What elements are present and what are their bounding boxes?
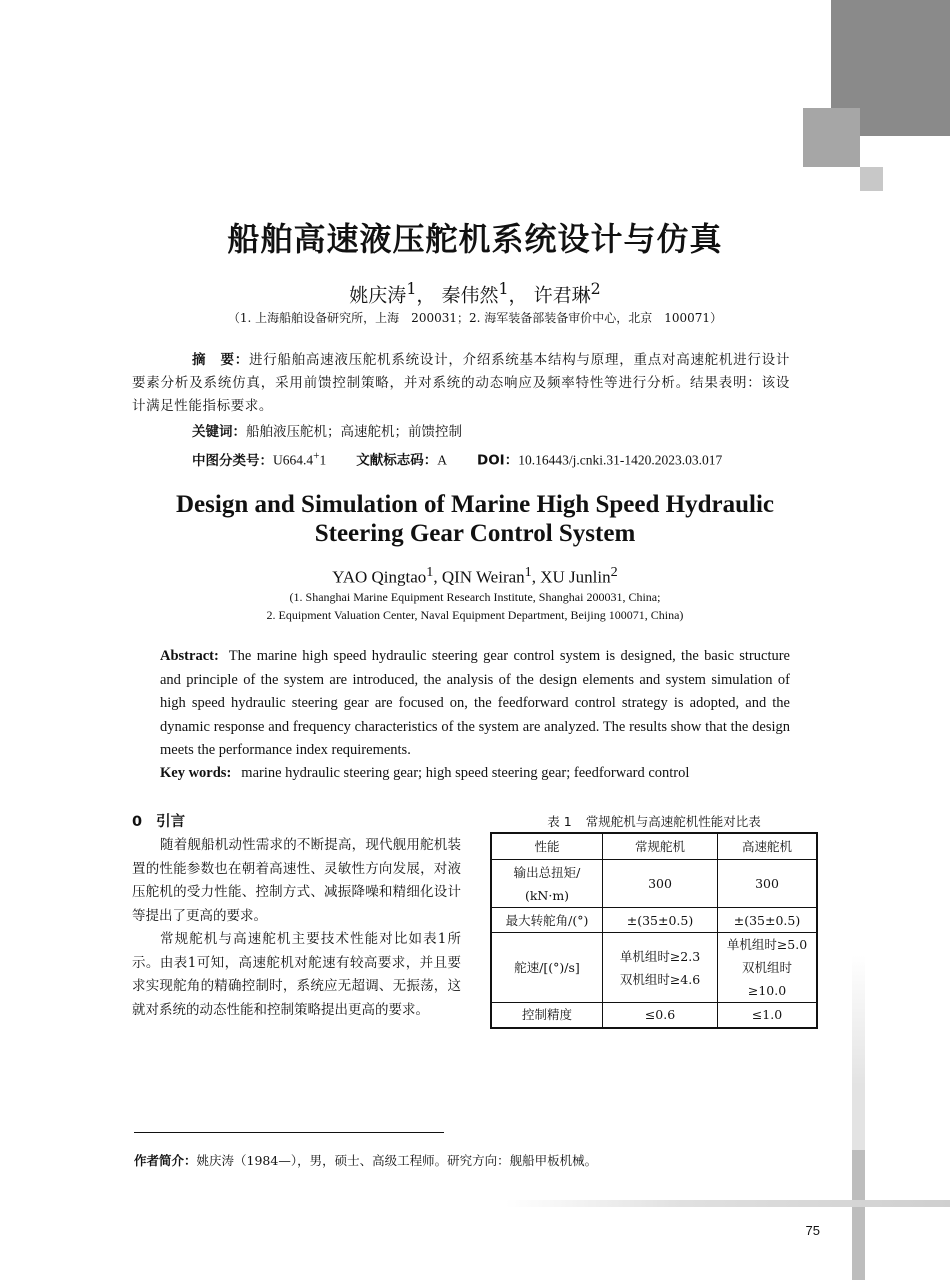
page-number: 75 xyxy=(805,1223,820,1238)
paper-title-en-line2: Steering Gear Control System xyxy=(314,520,636,547)
classification-line xyxy=(132,445,790,473)
doi-label: DOI： xyxy=(476,452,519,469)
author-name-en: XU Junlin xyxy=(540,567,611,587)
table-cell xyxy=(603,933,718,1003)
abstract-cn-label: 摘 要： xyxy=(192,352,249,368)
author-sup: 1 xyxy=(498,279,509,298)
clc-tail: 1 xyxy=(319,452,327,468)
table-header-cell: 常规舵机 xyxy=(603,833,718,860)
author-sep: ， xyxy=(508,284,528,307)
body-paragraph-1: 随着舰船机动性需求的不断提高，现代舰用舵机装置的性能参数也在朝着高速性、灵敏性方向发展，对液压舵机的受力性能、控制方式、减振降噪和精细化设计等提出了更高的要求。 xyxy=(132,837,461,924)
table-cell-line: 双机组时 xyxy=(741,960,792,975)
affiliation-en-line1: (1. Shanghai Marine Equipment Research Institute, Shanghai 200031, China; xyxy=(289,590,661,604)
comparison-table xyxy=(490,832,818,1029)
affiliation-cn: （1. 上海船舶设备研究所，上海 200031；2. 海军装备部装备审价中心，北京 100071） xyxy=(227,311,723,325)
author-name: 秦伟然 xyxy=(441,284,499,307)
table-caption xyxy=(490,812,818,830)
author-sup: 1 xyxy=(426,564,434,580)
affiliation-en xyxy=(0,588,950,624)
table-cell: 控制精度 xyxy=(491,1003,603,1028)
author-name-en: YAO Qingtao xyxy=(332,567,427,587)
abstract-cn-text: 进行船舶高速液压舵机系统设计，介绍系统基本结构与原理，重点对高速舵机进行设计要素分析及系统仿真，采用前馈控制策略，并对系统的动态响应及频率特性等进行分析。结果表明：该设计满足性能指标要求。 xyxy=(132,352,790,414)
author-sup: 1 xyxy=(406,279,417,298)
keywords-cn xyxy=(132,421,790,444)
author-sep: ， xyxy=(416,284,436,307)
table-cell-line: 输出总扭矩/ xyxy=(513,864,581,880)
table-header-row xyxy=(491,833,817,860)
clc-value: U664.4 xyxy=(273,452,314,468)
author-name-en: QIN Weiran xyxy=(441,567,525,587)
table-cell xyxy=(718,933,818,1003)
table-cell: 舵速/[(°)/s] xyxy=(491,933,603,1003)
doi-value: 10.16443/j.cnki.31-1420.2023.03.017 xyxy=(518,452,723,468)
abstract-en xyxy=(160,645,790,763)
author-list-cn xyxy=(0,279,950,307)
decor-vertical-bar-dark xyxy=(852,1150,865,1280)
clc-label: 中图分类号： xyxy=(192,452,273,469)
section-heading xyxy=(132,810,185,831)
footnote-divider xyxy=(134,1132,444,1133)
footnote-text: 姚庆涛（1984—），男，硕士、高级工程师。研究方向：舰船甲板机械。 xyxy=(196,1153,598,1168)
corner-decor-medium xyxy=(803,108,860,167)
paper-title-en-line1: Design and Simulation of Marine High Speed Hydraulic xyxy=(176,491,774,518)
affiliation-en-line2: 2. Equipment Valuation Center, Naval Equipment Department, Beijing 100071, China) xyxy=(266,608,684,622)
doc-code-value: A xyxy=(437,452,447,468)
author-sup: 1 xyxy=(524,564,532,580)
abstract-en-label: Abstract: xyxy=(160,648,219,664)
keywords-cn-label: 关键词： xyxy=(192,424,246,440)
table-row xyxy=(491,860,817,908)
author-sup: 2 xyxy=(590,279,601,298)
table-cell: 最大转舵角/(°) xyxy=(491,908,603,933)
keywords-cn-text: 船舶液压舵机；高速舵机；前馈控制 xyxy=(246,424,462,440)
paper-title-en xyxy=(0,490,950,548)
abstract-cn xyxy=(132,349,790,418)
section-number: 0 xyxy=(132,814,143,830)
author-list-en xyxy=(0,564,950,588)
table-cell-line: 单机组时≥5.0 xyxy=(726,937,808,952)
table-cell: 300 xyxy=(603,860,718,908)
keywords-en xyxy=(160,762,790,785)
clc-sup: + xyxy=(313,450,320,462)
table-cell-line: 双机组时≥4.6 xyxy=(619,971,701,987)
footnote-label: 作者简介： xyxy=(134,1153,197,1168)
author-name: 姚庆涛 xyxy=(349,284,407,307)
paper-title-cn: 船舶高速液压舵机系统设计与仿真 xyxy=(227,220,723,258)
keywords-en-label: Key words: xyxy=(160,765,232,781)
section-title: 引言 xyxy=(156,814,186,830)
corner-decor-small xyxy=(860,167,883,191)
table-cell: 300 xyxy=(718,860,818,908)
table-cell-line: (kN·m) xyxy=(524,887,570,903)
table-cell xyxy=(491,860,603,908)
author-sup: 2 xyxy=(610,564,618,580)
table-cell: ≤0.6 xyxy=(603,1003,718,1028)
table-cell: ±(35±0.5) xyxy=(718,908,818,933)
body-paragraph-2: 常规舵机与高速舵机主要技术性能对比如表1所示。由表1可知，高速舵机对舵速有较高要求，并且要求实现舵角的精确控制时，系统应无超调、无振荡，这就对系统的动态性能和控制策略提出更高的要求。 xyxy=(132,931,461,1018)
table-caption-number: 表 1 xyxy=(547,814,572,829)
table-header-cell: 高速舵机 xyxy=(718,833,818,860)
author-sep: , xyxy=(433,567,442,587)
decor-horizontal-bar xyxy=(506,1200,950,1207)
table-header-cell: 性能 xyxy=(491,833,603,860)
abstract-en-text: The marine high speed hydraulic steering gear control system is designed, the basic structure and principle of the system are introduced, the analysis of the design elements and system simulation of high speed hydraulic steering gear are focused on, the feedforward control strategy is adopted, and the dynamic response and frequency characteristics of the system are analyzed. The results show that the design meets the performance index requirements. xyxy=(160,648,790,758)
author-name: 许君琳 xyxy=(533,284,591,307)
doc-code-label: 文献标志码： xyxy=(356,452,438,469)
table-row xyxy=(491,1003,817,1028)
table-cell-line: 单机组时≥2.3 xyxy=(619,948,701,964)
author-bio-footnote xyxy=(134,1151,597,1169)
keywords-en-text: marine hydraulic steering gear; high speed steering gear; feedforward control xyxy=(241,765,690,781)
table-cell: ±(35±0.5) xyxy=(603,908,718,933)
table-cell: ≤1.0 xyxy=(718,1003,818,1028)
table-row xyxy=(491,908,817,933)
author-sep: , xyxy=(531,567,541,587)
table-caption-title: 常规舵机与高速舵机性能对比表 xyxy=(585,814,761,829)
table-row xyxy=(491,933,817,1003)
table-cell-line: ≥10.0 xyxy=(747,983,787,998)
